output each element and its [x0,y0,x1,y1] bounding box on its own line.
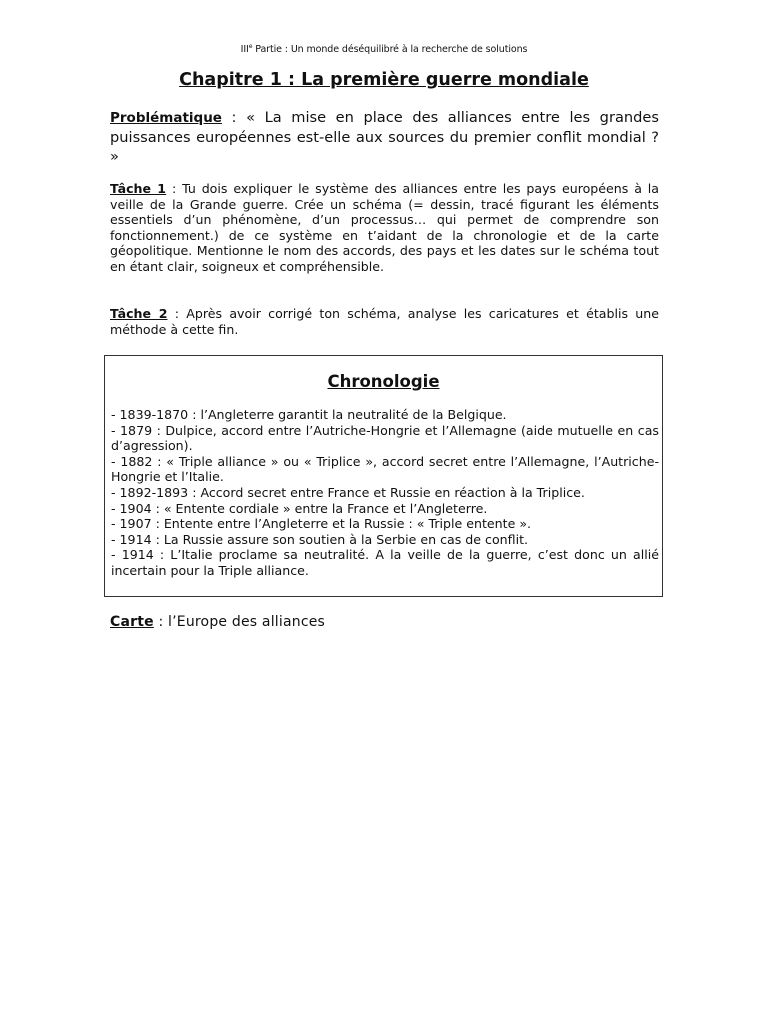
tache-1-paragraph [110,181,659,275]
page-header [0,43,768,55]
header-text: Partie : Un monde déséquilibré à la recherche de solutions [252,44,528,56]
chronologie-item: - 1914 : La Russie assure son soutien à la Serbie en cas de conflit. [111,531,529,547]
tache-1-label: Tâche 1 [110,181,167,196]
header-superscript: e [248,43,253,50]
header-roman: III [240,44,249,56]
tache-1-separator: : [166,181,183,196]
problematique-label: Problématique [110,110,222,126]
chronologie-item: - 1904 : « Entente cordiale » entre la France et l’Angleterre. [111,500,488,516]
tache-2-paragraph [110,306,659,337]
carte-label: Carte [110,614,154,630]
problematique-separator: : [221,109,247,126]
problematique-question: « La mise en place des alliances entre les grandes puissances européennes est-elle aux sources du premier conflit mondial ? » [110,109,659,165]
chronologie-item: - 1892-1893 : Accord secret entre France et Russie en réaction à la Triplice. [111,484,585,500]
tache-2-label: Tâche 2 [110,306,168,321]
chronologie-title: Chronologie [327,372,440,391]
carte-separator: : [153,614,169,630]
chronologie-list [111,407,659,579]
tache-2-text: Après avoir corrigé ton schéma, analyse les caricatures et établis une méthode à cette fin. [110,306,660,337]
tache-1-text: Tu dois expliquer le système des alliances entre les pays européens à la veille de la Grande guerre. Crée un schéma (= dessin, tracé figurant les éléments essentiels d’un phénomène, d’un processus… qui permet de comprendre son fonctionnement.) de ce système en t’aidant de la chronologie et de la carte géopolitique. Mentionne le nom des accords, des pays et les dates sur le schéma tout en étant clair, soigneux et compréhensible. [110,181,660,274]
tache-2-separator: : [167,306,187,321]
chronologie-item: - 1882 : « Triple alliance » ou « Triplice », accord secret entre l’Allemagne, l’Autriche-Hongrie et l’Italie. [111,453,659,485]
chronologie-item: - 1839-1870 : l’Angleterre garantit la neutralité de la Belgique. [111,407,507,422]
chronologie-box [104,355,663,597]
chronologie-item: - 1879 : Dulpice, accord entre l’Autriche-Hongrie et l’Allemagne (aide mutuelle en cas d’agression). [111,422,659,454]
carte-text: l’Europe des alliances [168,614,326,630]
chapter-title: Chapitre 1 : La première guerre mondiale [179,70,589,90]
problematique-paragraph [110,108,659,166]
chronologie-item: - 1907 : Entente entre l’Angleterre et la Russie : « Triple entente ». [111,516,532,532]
chronologie-item: - 1914 : L’Italie proclame sa neutralité. A la veille de la guerre, c’est donc un allié incertain pour la Triple alliance. [111,547,659,578]
carte-line [110,614,325,630]
